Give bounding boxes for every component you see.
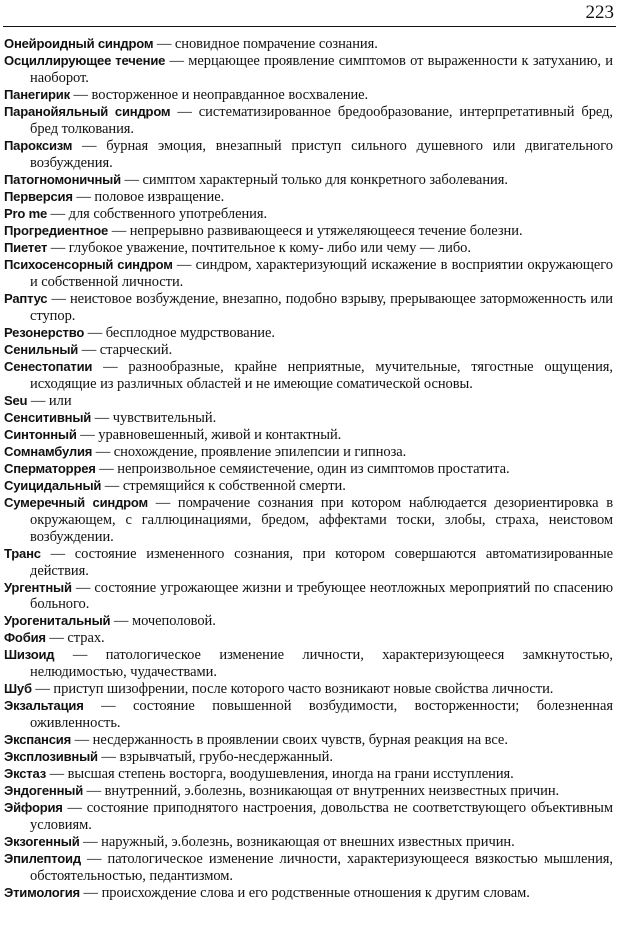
glossary-entry: [4, 104, 613, 138]
glossary-definition: — непроизвольное семяистечение, один из симптомов простатита.: [95, 460, 510, 477]
glossary-entry: [4, 495, 613, 546]
glossary-term: Шуб: [4, 681, 32, 697]
glossary-entry: [4, 749, 613, 766]
glossary-definition: — неистовое возбуждение, внезапно, подобно взрыву, прерывающее заторможенность или ступор.: [30, 290, 613, 324]
glossary-definition: — происхождение слова и его родственные отношения к другим словам.: [79, 885, 530, 902]
glossary-definition: — разнообразные, крайне неприятные, мучительные, тягостные ощущения, исходящие из различных областей и не имеющие соматической основы.: [30, 358, 613, 392]
glossary-entry: [4, 732, 613, 749]
glossary-entry: [4, 291, 613, 325]
glossary-entry: [4, 342, 613, 359]
glossary-term: Прогредиентное: [4, 222, 109, 238]
glossary-entry: [4, 851, 613, 885]
glossary-term: Экзальтация: [4, 698, 84, 714]
glossary-term: Резонерство: [4, 324, 85, 340]
glossary-entry: [4, 783, 613, 800]
glossary-definition: — бесплодное мудрствование.: [84, 324, 275, 341]
glossary-term: Перверсия: [4, 188, 73, 204]
glossary-definition: — мерцающее проявление симптомов от выраженности к затуханию, и наоборот.: [30, 52, 613, 86]
glossary-entry: [4, 172, 613, 189]
glossary-entries: [4, 36, 613, 902]
glossary-definition: — состояние повышенной возбудимости, восторженности; болезненная оживленность.: [30, 698, 613, 732]
glossary-definition: — половое извращение.: [72, 188, 225, 205]
glossary-term: Онейроидный синдром: [4, 36, 154, 51]
glossary-definition: — взрывчатый, грубо-несдержанный.: [97, 749, 333, 766]
glossary-term: Сенситивный: [4, 409, 92, 425]
glossary-definition: — систематизированное бредообразование, интерпретативный бред, бред толкования.: [30, 103, 614, 137]
header-rule: [3, 26, 616, 27]
glossary-entry: [4, 87, 613, 104]
glossary-term: Синтонный: [4, 426, 77, 442]
glossary-term: Эндогенный: [4, 783, 84, 799]
glossary-definition: — сновидное помрачение сознания.: [153, 36, 378, 52]
glossary-term: Эксплозивный: [4, 749, 98, 765]
glossary-definition: — или: [27, 392, 72, 409]
glossary-entry: [4, 359, 613, 393]
glossary-term: Панегирик: [4, 86, 70, 102]
glossary-term: Пиетет: [4, 239, 48, 255]
glossary-term: Сперматоррея: [4, 460, 96, 476]
glossary-term: Экзогенный: [4, 834, 80, 850]
glossary-entry: [4, 630, 613, 647]
glossary-term: Сомнамбулия: [4, 443, 93, 459]
glossary-entry: [4, 800, 613, 834]
glossary-entry: [4, 138, 613, 172]
glossary-term: Паранойяльный синдром: [4, 103, 171, 119]
glossary-definition: — симптом характерный только для конкретного заболевания.: [120, 171, 508, 188]
glossary-definition: — синдром, характеризующий искажение в восприятии окружающего и собственной личности.: [30, 256, 613, 290]
glossary-term: Ургентный: [4, 579, 72, 595]
glossary-definition: — старческий.: [78, 341, 173, 358]
glossary-entry: [4, 410, 613, 427]
glossary-term: Экстаз: [4, 766, 46, 782]
glossary-definition: — состояние приподнятого настроения, довольства не соответствующего объективным условиям.: [30, 800, 613, 834]
glossary-entry: [4, 681, 613, 698]
glossary-definition: — мочеполовой.: [110, 613, 216, 630]
glossary-term: Seu: [4, 392, 28, 408]
glossary-term: Этимология: [4, 885, 80, 901]
glossary-term: Пароксизм: [4, 137, 73, 153]
glossary-term: Pro me: [4, 205, 48, 221]
glossary-definition: — страх.: [45, 630, 105, 647]
glossary-term: Суицидальный: [4, 477, 102, 493]
glossary-definition: — патологическое изменение личности, характеризующееся вязкостью мышления, обстоятельностью, педантизмом.: [30, 851, 613, 885]
glossary-entry: [4, 223, 613, 240]
glossary-term: Сенильный: [4, 341, 79, 357]
glossary-definition: — патологическое изменение личности, характеризующееся замкнутостью, нелюдимостью, чудачествами.: [30, 647, 613, 681]
glossary-entry: [4, 427, 613, 444]
glossary-term: Осциллирующее течение: [4, 52, 166, 68]
glossary-term: Сумеречный синдром: [4, 494, 148, 510]
glossary-definition: — восторженное и неоправданное восхваление.: [69, 86, 369, 103]
glossary-term: Патогномоничный: [4, 171, 121, 187]
glossary-term: Сенестопатии: [4, 358, 93, 374]
glossary-term: Транс: [4, 545, 41, 561]
glossary-term: Фобия: [4, 630, 46, 646]
glossary-term: Урогенитальный: [4, 613, 111, 629]
glossary-entry: [4, 444, 613, 461]
glossary-definition: — чувствительный.: [91, 409, 217, 426]
glossary-entry: [4, 206, 613, 223]
page-number: 223: [585, 2, 614, 23]
glossary-entry: [4, 766, 613, 783]
glossary-entry: [4, 36, 613, 53]
glossary-definition: — внутренний, э.болезнь, возникающая от внутренних неизвестных причин.: [83, 783, 560, 800]
glossary-definition: — бурная эмоция, внезапный приступ сильного душевного или двигательного возбуждения.: [30, 137, 613, 171]
glossary-term: Раптус: [4, 290, 48, 306]
glossary-entry: [4, 885, 613, 902]
glossary-entry: [4, 613, 613, 630]
glossary-definition: — глубокое уважение, почтительное к кому- либо или чему — либо.: [47, 239, 471, 256]
glossary-definition: — наружный, э.болезнь, возникающая от внешних известных причин.: [79, 834, 515, 851]
glossary-entry: [4, 478, 613, 495]
glossary-definition: — стремящийся к собственной смерти.: [101, 477, 346, 494]
glossary-definition: — для собственного употребления.: [47, 205, 268, 222]
glossary-entry: [4, 461, 613, 478]
glossary-entry: [4, 647, 613, 681]
glossary-entry: [4, 698, 613, 732]
glossary-term: Эпилептоид: [4, 851, 81, 867]
glossary-term: Шизоид: [4, 647, 55, 663]
glossary-entry: [4, 325, 613, 342]
glossary-term: Экспансия: [4, 732, 72, 748]
glossary-entry: [4, 53, 613, 87]
glossary-entry: [4, 257, 613, 291]
glossary-entry: [4, 189, 613, 206]
glossary-entry: [4, 580, 613, 614]
glossary-entry: [4, 240, 613, 257]
glossary-definition: — высшая степень восторга, воодушевления, иногда на грани исступления.: [46, 766, 514, 783]
glossary-definition: — несдержанность в проявлении своих чувств, бурная реакция на все.: [71, 732, 508, 749]
glossary-entry: [4, 834, 613, 851]
glossary-definition: — снохождение, проявление эпилепсии и гипноза.: [92, 443, 407, 460]
glossary-definition: — состояние измененного сознания, при котором совершаются автоматизированные действия.: [30, 545, 613, 579]
glossary-term: Эйфория: [4, 800, 63, 816]
glossary-definition: — помрачение сознания при котором наблюдается дезориентировка в окружающем, с галлюцинациями, бредом, аффектами тоски, злобы, страха, неистовом возбуждении.: [30, 494, 613, 545]
glossary-entry: [4, 546, 613, 580]
glossary-definition: — уравновешенный, живой и контактный.: [76, 426, 342, 443]
glossary-definition: — приступ шизофрении, после которого часто возникают новые свойства личности.: [31, 681, 554, 698]
glossary-definition: — состояние угрожающее жизни и требующее неотложных мероприятий по спасению больного.: [30, 579, 613, 613]
glossary-term: Психосенсорный синдром: [4, 256, 173, 272]
glossary-entry: [4, 393, 613, 410]
glossary-definition: — непрерывно развивающееся и утяжеляющееся течение болезни.: [108, 222, 523, 239]
